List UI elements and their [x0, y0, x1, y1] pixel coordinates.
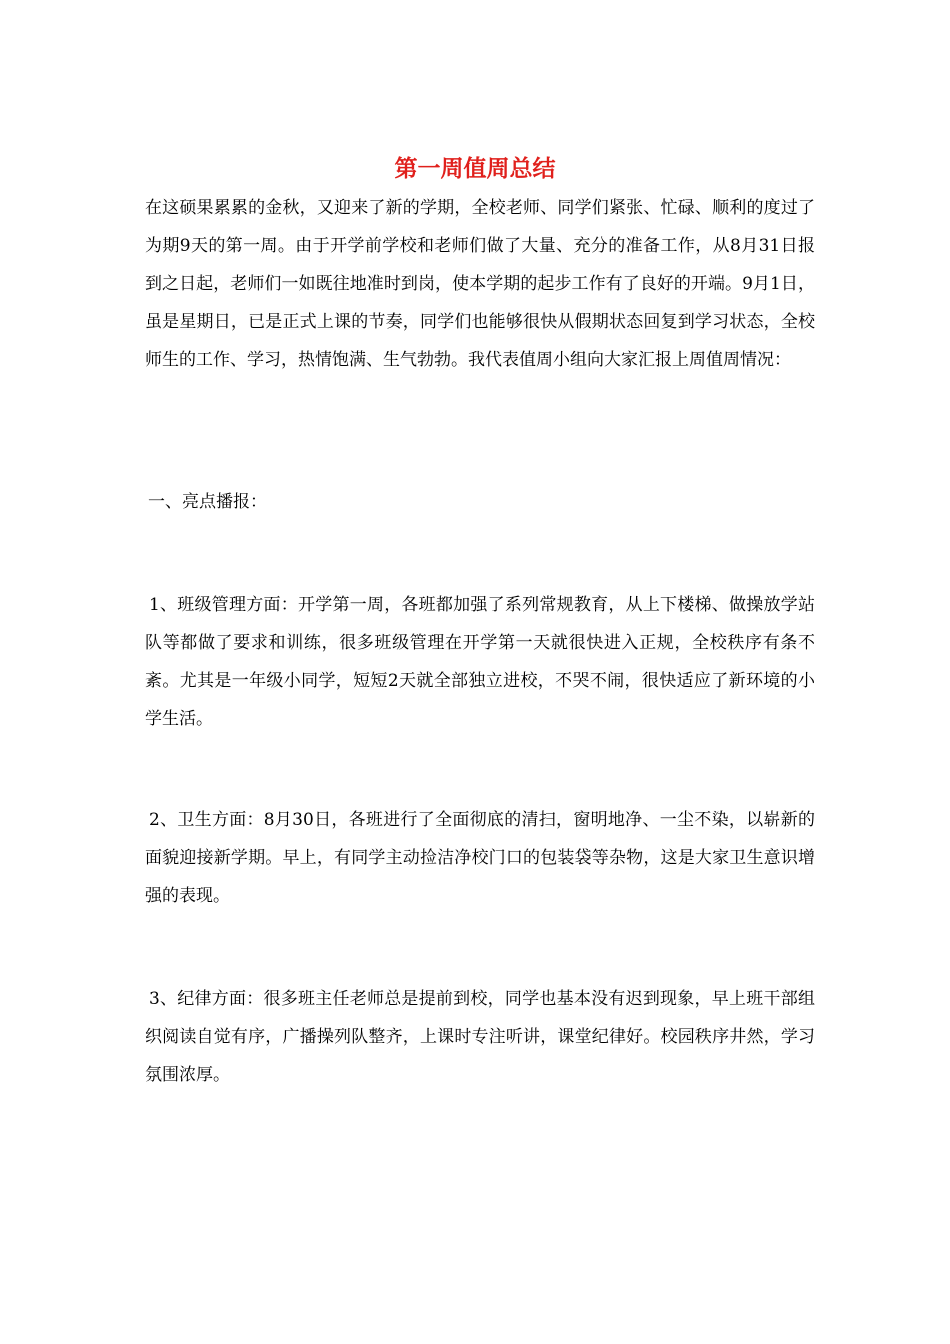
highlight-item-discipline: 3、纪律方面：很多班主任老师总是提前到校，同学也基本没有迟到现象，早上班干部组织阅读自觉有序，广播操列队整齐，上课时专注听讲，课堂纪律好。校园秩序井然，学习氛围浓厚。	[145, 989, 815, 1085]
highlight-item-hygiene: 2、卫生方面：8月30日，各班进行了全面彻底的清扫，窗明地净、一尘不染，以崭新的面貌迎接新学期。早上，有同学主动捡洁净校门口的包装袋等杂物，这是大家卫生意识增强的表现。	[145, 810, 815, 906]
intro-paragraph: 在这硕果累累的金秋，又迎来了新的学期，全校老师、同学们紧张、忙碌、顺利的度过了为期9天的第一周。由于开学前学校和老师们做了大量、充分的准备工作，从8月31日报到之日起，老师们一如既往地准时到岗，使本学期的起步工作有了良好的开端。9月1日，虽是星期日，已是正式上课的节奏，同学们也能够很快从假期状态回复到学习状态，全校师生的工作、学习，热情饱满、生气勃勃。我代表值周小组向大家汇报上周值周情况：	[145, 198, 815, 370]
document-title: 第一周值周总结	[394, 156, 556, 182]
section-heading: 一、亮点播报：	[148, 492, 267, 512]
highlight-item-class-management: 1、班级管理方面：开学第一周，各班都加强了系列常规教育，从上下楼梯、做操放学站队等都做了要求和训练，很多班级管理在开学第一天就很快进入正规，全校秩序有条不紊。尤其是一年级小同学，短短2天就全部独立进校，不哭不闹，很快适应了新环境的小学生活。	[145, 595, 815, 729]
